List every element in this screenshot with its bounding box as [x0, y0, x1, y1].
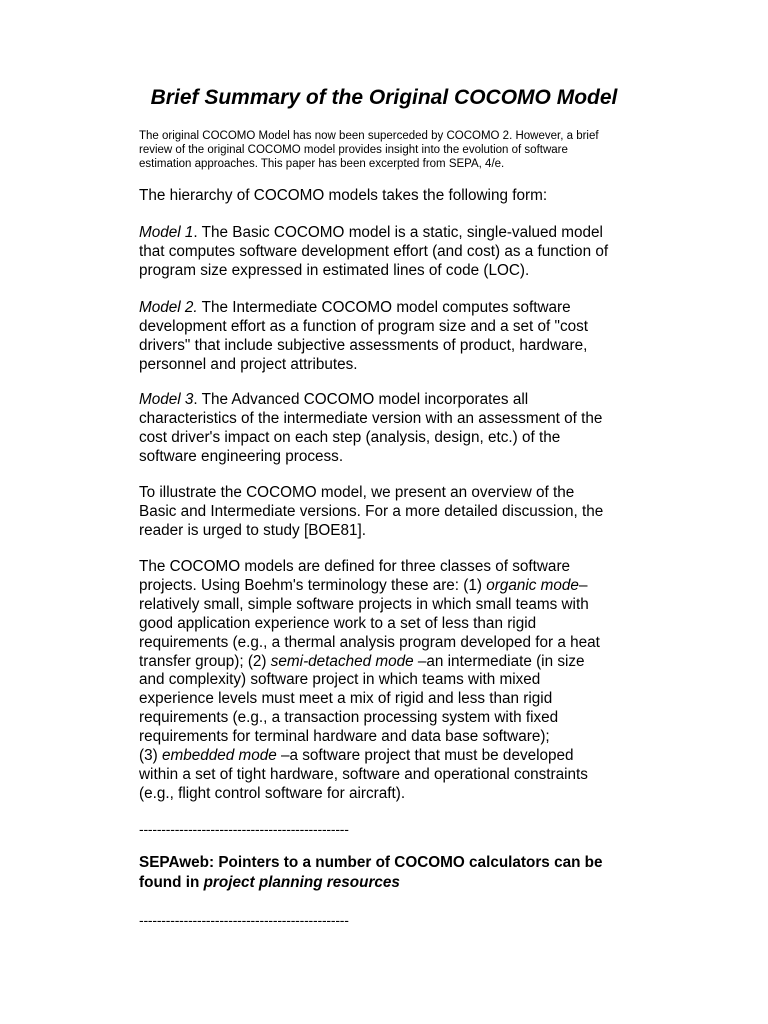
classes-line: (e.g., flight control software for aircraft). — [139, 784, 406, 802]
model3-paragraph — [139, 391, 699, 467]
model3-label: Model 3 — [139, 391, 194, 408]
illustrate-line: reader is urged to study [BOE81]. — [139, 521, 367, 539]
classes-line: requirements for terminal hardware and data base software); — [139, 728, 550, 746]
project-planning-resources-link[interactable]: project planning resources — [203, 874, 400, 891]
classes-text: (3) — [139, 747, 162, 765]
model2-text: The Intermediate COCOMO model computes software — [197, 299, 571, 316]
classes-text: – — [578, 576, 588, 594]
classes-line: requirements (e.g., a thermal analysis program developed for a heat — [139, 633, 600, 651]
embedded-mode-term: embedded mode — [161, 747, 277, 765]
document-title: Brief Summary of the Original COCOMO Model — [150, 86, 618, 109]
classes-line: and complexity) software project in which teams with mixed — [139, 671, 541, 689]
model3-text: characteristics of the intermediate version with an assessment of the — [139, 409, 603, 427]
classes-text: –a software project that must be developed — [276, 747, 574, 765]
intro-paragraph — [139, 129, 699, 171]
intro-line: estimation approaches. This paper has been excerpted from SEPA, 4/e. — [139, 158, 505, 170]
classes-line: requirements (e.g., a transaction processing system with fixed — [139, 709, 559, 727]
model1-text: . The Basic COCOMO model is a static, single-valued model — [193, 224, 603, 241]
sepaweb-paragraph — [139, 853, 699, 893]
model2-text: personnel and project attributes. — [139, 355, 358, 373]
illustrate-paragraph — [139, 484, 699, 541]
separator-line: ----------------------------------------------- — [139, 821, 349, 837]
separator-line: ----------------------------------------------- — [139, 912, 349, 928]
organic-mode-term: organic mode — [486, 576, 579, 594]
illustrate-line: Basic and Intermediate versions. For a more detailed discussion, the — [139, 502, 604, 520]
model2-text: development effort as a function of program size and a set of "cost — [139, 317, 589, 335]
hierarchy-lead: The hierarchy of COCOMO models takes the following form: — [139, 187, 548, 204]
model1-text: program size expressed in estimated lines of code (LOC). — [139, 261, 530, 279]
model2-label: Model 2. — [139, 299, 198, 316]
classes-text: transfer group); (2) — [139, 652, 271, 670]
model2-paragraph — [139, 299, 699, 375]
model3-text: software engineering process. — [139, 447, 344, 465]
classes-line: The COCOMO models are defined for three classes of software — [139, 558, 571, 575]
classes-line: relatively small, simple software projects in which small teams with — [139, 595, 589, 613]
sepaweb-text: found in — [139, 874, 204, 891]
model1-text: that computes software development effort (and cost) as a function of — [139, 242, 609, 260]
classes-text: –an intermediate (in size — [413, 652, 585, 670]
model2-text: drivers" that include subjective assessments of product, hardware, — [139, 336, 588, 354]
intro-line: The original COCOMO Model has now been superceded by COCOMO 2. However, a brief — [139, 130, 599, 142]
sepaweb-line: SEPAweb: Pointers to a number of COCOMO calculators can be — [139, 854, 603, 871]
classes-text: projects. Using Boehm's terminology these are: (1) — [139, 576, 487, 594]
illustrate-line: To illustrate the COCOMO model, we present an overview of the — [139, 484, 575, 501]
classes-line: within a set of tight hardware, software and operational constraints — [139, 765, 588, 783]
semi-detached-mode-term: semi-detached mode — [270, 652, 414, 670]
model3-text: . The Advanced COCOMO model incorporates all — [193, 391, 529, 408]
model1-label: Model 1 — [139, 224, 194, 241]
model1-paragraph — [139, 224, 699, 281]
intro-line: review of the original COCOMO model provides insight into the evolution of software — [139, 144, 568, 156]
classes-line: experience levels must meet a mix of rigid and less than rigid — [139, 690, 553, 708]
classes-line: good application experience work to a set of less than rigid — [139, 614, 537, 632]
model3-text: cost driver's impact on each step (analysis, design, etc.) of the — [139, 428, 561, 446]
classes-paragraph — [139, 558, 699, 804]
